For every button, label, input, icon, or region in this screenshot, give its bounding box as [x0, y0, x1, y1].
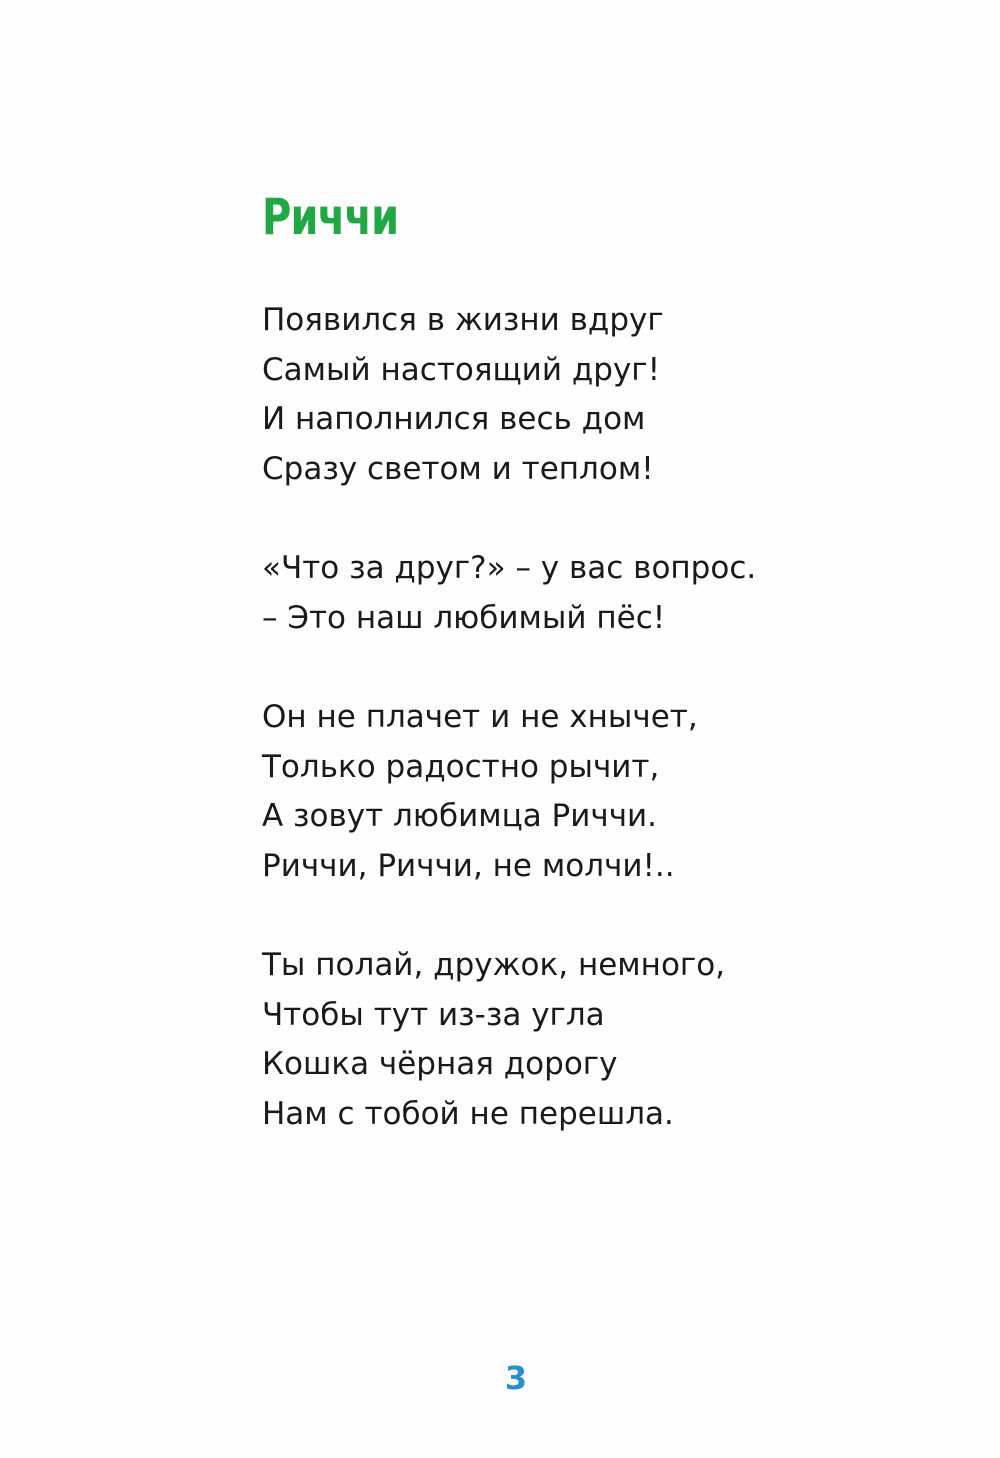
poem-line: Только радостно рычит, [262, 748, 660, 785]
poem-body [262, 296, 902, 1189]
poem-line: Ты полай, дружок, немного, [262, 947, 726, 983]
poem-line: – Это наш любимый пёс! [262, 599, 666, 636]
poem-line: «Что за друг?» – у вас вопрос. [262, 550, 757, 586]
poem-line: Самый настоящий друг! [262, 351, 661, 388]
poem-line: Нам с тобой не перешла. [262, 1095, 674, 1132]
poem-line: Риччи, Риччи, не молчи!.. [262, 847, 675, 884]
poem-line: Чтобы тут из-за угла [262, 996, 605, 1033]
poem-line: Он не плачет и не хнычет, [262, 699, 698, 735]
stanza-1 [262, 296, 902, 494]
page-number: 3 [504, 1359, 528, 1397]
stanza-2 [262, 544, 902, 643]
stanza-3 [262, 693, 902, 891]
poem-line: Сразу светом и теплом! [262, 450, 654, 487]
poem-line: Кошка чёрная дорогу [262, 1046, 618, 1082]
poem-title: Риччи [262, 188, 399, 246]
stanza-4 [262, 941, 902, 1139]
poem-line: А зовут любимца Риччи. [262, 798, 658, 834]
poem-line: И наполнился весь дом [262, 401, 646, 437]
poem-line: Появился в жизни вдруг [262, 302, 664, 338]
